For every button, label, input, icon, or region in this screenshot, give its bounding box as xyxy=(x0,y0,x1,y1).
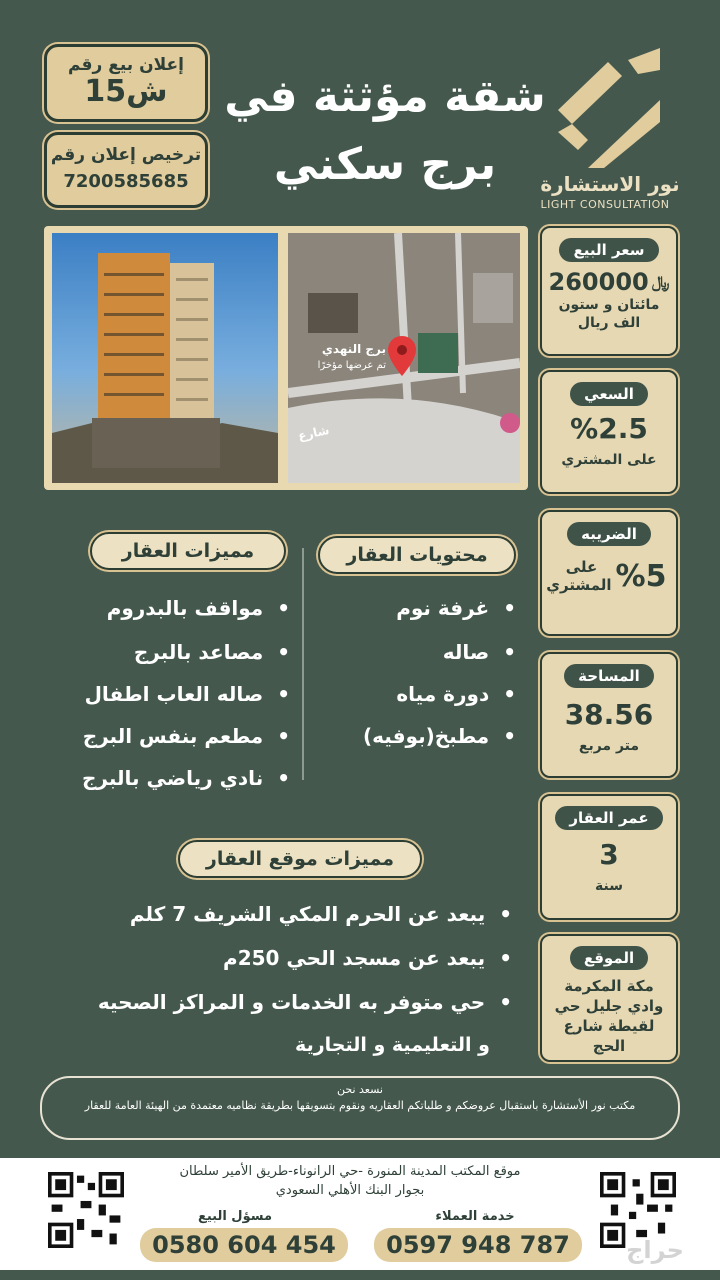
age-label: عمر العقار xyxy=(555,806,662,830)
service-phone[interactable]: 0597 948 787 xyxy=(374,1228,582,1262)
content-item: • غرفة نوم xyxy=(320,596,516,620)
location-features-title: مميزات موقع العقار xyxy=(178,840,422,878)
haraj-watermark: حراج xyxy=(626,1236,684,1264)
price-value: 260000 xyxy=(548,268,649,296)
sales-phone[interactable]: 0580 604 454 xyxy=(140,1228,348,1262)
contents-title: محتويات العقار xyxy=(318,536,516,574)
age-value: 3 xyxy=(599,838,619,871)
area-unit: متر مربع xyxy=(578,738,640,754)
qr-code-icon[interactable] xyxy=(48,1172,124,1248)
feature-item: • صاله العاب اطفال xyxy=(60,682,290,706)
area-value: 38.56 xyxy=(564,698,654,731)
location-label: الموقع xyxy=(570,946,648,970)
map-pin-icon xyxy=(388,336,416,376)
location-feature-item: • يبعد عن الحرم المكي الشريف 7 كلم xyxy=(100,902,512,926)
tax-value: %5 xyxy=(615,558,667,594)
office-address xyxy=(150,1162,550,1200)
note-heading: نسعد نحن xyxy=(337,1083,383,1096)
logo-name-ar: نور الاستشارة xyxy=(540,172,680,196)
building-photo xyxy=(52,233,278,483)
ad-number-box xyxy=(44,44,208,122)
commission-value: %2.5 xyxy=(570,412,648,445)
license-number: 7200585685 xyxy=(63,171,189,192)
logo-name-en: LIGHT CONSULTATION xyxy=(540,198,670,211)
feature-item: • مواقف بالبدروم xyxy=(60,596,290,620)
license-label: ترخيص إعلان رقم xyxy=(50,145,202,165)
note-body: مكتب نور الأستشارة باستقبال عروضكم و طلباتكم العقاريه ونقوم بتسويقها بطريقة نظاميه معتمدة من الهيئة العامة للعقار xyxy=(84,1099,636,1112)
ad-number-label: إعلان بيع رقم xyxy=(68,55,184,75)
location-feature-item: • يبعد عن مسجد الحي 250م xyxy=(100,946,512,970)
tax-card xyxy=(540,510,678,636)
license-box xyxy=(44,132,208,208)
age-card xyxy=(540,794,678,920)
address-line-2: بجوار البنك الأهلي السعودي xyxy=(275,1183,425,1198)
title-line-1: شقة مؤثثة في xyxy=(224,71,546,122)
commission-card xyxy=(540,370,678,494)
content-item: • دورة مياه xyxy=(320,682,516,706)
location-feature-item: • حي متوفر به الخدمات و المراكز الصحيه xyxy=(60,990,512,1014)
content-item: • مطبخ(بوفيه) xyxy=(320,724,516,748)
area-label: المساحة xyxy=(564,664,654,688)
title-line-2: برج سكني xyxy=(273,139,497,190)
commission-label: السعي xyxy=(570,382,648,406)
service-label: خدمة العملاء xyxy=(435,1209,515,1224)
tax-label: الضريبه xyxy=(567,522,651,546)
location-feature-continuation: و التعليمية و التجارية xyxy=(295,1034,490,1056)
price-label: سعر البيع xyxy=(559,238,658,262)
content-item: • صاله xyxy=(320,640,516,664)
address-line-1: موقع المكتب المدينة المنورة -حي الرانوناء-طريق الأمير سلطان xyxy=(179,1164,521,1179)
footer-bottom-strip xyxy=(0,1270,720,1280)
tax-note: على المشتري xyxy=(546,558,612,594)
age-unit: سنة xyxy=(595,878,623,894)
logo-mark-icon xyxy=(548,40,674,172)
ad-number-value: ش15 xyxy=(84,74,168,109)
map-place-sub: تم عرضها مؤخرًا xyxy=(317,360,386,371)
feature-item: • نادي رياضي بالبرج xyxy=(60,766,290,790)
location-card xyxy=(540,934,678,1062)
sales-label: مسؤل البيع xyxy=(197,1209,273,1224)
features-title: مميزات العقار xyxy=(90,532,286,570)
price-words: مائتان و ستون الف ريال xyxy=(558,297,660,331)
location-value: مكة المكرمة وادي جليل حي لقيطة شارع الحج xyxy=(554,977,664,1055)
commission-note: على المشتري xyxy=(561,452,657,468)
office-note xyxy=(40,1076,680,1140)
area-card xyxy=(540,652,678,778)
feature-item: • مصاعد بالبرج xyxy=(60,640,290,664)
price-card xyxy=(540,226,678,356)
map-street-label: شارع xyxy=(296,422,331,444)
section-divider xyxy=(302,548,304,780)
map-place-label: برج النهدي xyxy=(321,342,386,356)
riyal-icon: ﷼ xyxy=(651,272,670,291)
feature-item: • مطعم بنفس البرج xyxy=(60,724,290,748)
